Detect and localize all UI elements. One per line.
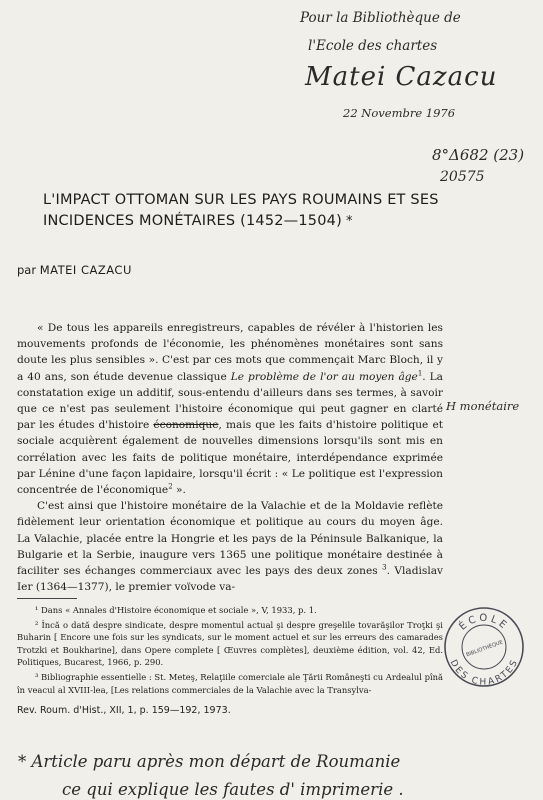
title-asterisk: * [345,214,353,229]
footnote-3: ³ Bibliographie essentielle : St. Meteş, Relaţiile comerciale ale Ţării Româneşti cu Ardealul pînă în veacul al XVIII-lea, [Les relations commerciales de la Valachie avec la Transylva- [17,671,444,695]
shelfmark: 8°Δ682 (23) [432,146,525,164]
p2-text-b: . Vladislav Ier (1364—1377), le premier voïvode va- [17,565,444,594]
svg-text:DES CHARTES [448,658,520,687]
struck-word: économique [153,419,219,432]
dedication-line-2: l'Ecole des chartes [308,38,438,54]
paragraph-1 [17,320,443,498]
stamp-middle-text: BIBLIOTHÈQUE [465,639,504,659]
p1-text-a: « De tous les appareils enregistreurs, capables de révéler à l'historien les mouvements profonds de l'économie, les phénomènes monétaires sont sans doute les plus sensibles ». C'est par ces mots que commençait Marc Bloch, il y a 40 ans, son étude devenue classique [17,322,443,383]
byline-prefix: par [17,263,37,277]
footnote-2: ² Încă o dată despre sindicate, despre momentul actual şi despre greşelile tovarăşilor Troţki şi Buharin [ Encore une fois sur les syndicats, sur le moment actuel et sur les erreurs des camarades Trotzki et Boukharine], dans Opere complete [ Œuvres complètes], deuxième édition, vol. 42, Ed. Politiques, Bucarest, 1966, p. 290. [17,619,443,668]
footnote-1: ¹ Dans « Annales d'Histoire économique et sociale », V, 1933, p. 1. [35,605,317,615]
article-title [43,190,463,232]
journal-reference: Rev. Roum. d'Hist., XII, 1, p. 159—192, 1973. [17,705,231,716]
handwritten-note-line-1: * Article paru après mon départ de Roumanie [18,752,401,771]
p1-text-d: ». [172,484,186,497]
footnote-ref-3: 3 [382,563,387,572]
footnote-divider [17,598,77,599]
inventory-number: 20575 [440,169,485,185]
dedication-line-1: Pour la Bibliothèque de [300,10,461,26]
p1-italic-title: Le problème de l'or au moyen âge [230,370,418,383]
footnote-ref-2: 2 [168,482,173,491]
p1-text-c: , mais que les faits d'histoire politique et sociale acquièrent également de nouvelles dimensions lorsqu'ils sont mis en corrélation avec les faits de politique monétaire, interdépendance exprimée par Lénine d'une façon lapidaire, lorsqu'il écrit : « Le politique est l'expression concentrée de l'économique [17,419,443,497]
author-signature: Matei Cazacu [305,62,498,92]
article-title-text: L'IMPACT OTTOMAN SUR LES PAYS ROUMAINS ET SES INCIDENCES MONÉTAIRES (1452—1504) [43,192,439,229]
stamp-bottom-text: DES CHARTES [447,658,521,688]
author-name: MATEI CAZACU [39,263,132,277]
footnotes [17,604,443,698]
p1-text-b: . La constatation exige un additif, sous-entendu d'ailleurs dans ses termes, à savoir que ce n'est pas seulement l'histoire économique qui peut gagner en clarté par les études d'histoire [17,370,443,432]
p2-text: C'est ainsi que l'histoire monétaire de la Valachie et de la Moldavie reflète fidèlement leur orientation économique et politique au cours du moyen âge. La Valachie, placée entre la Hongrie et les pays de la Péninsule Balkanique, la Bulgarie et la Serbie, inaugure vers 1365 une politique monétaire destinée à faciliter ses échanges commerciaux avec les pays des deux zones [17,500,443,578]
paragraph-2 [17,498,443,595]
dedication-date: 22 Novembre 1976 [343,106,456,120]
footnote-ref-1: 1 [417,369,423,378]
stamp-top-text: ÉCOLE [457,612,511,633]
library-stamp [442,605,526,689]
handwritten-note-line-2: ce qui explique les fautes d' imprimerie . [62,780,404,799]
byline [17,263,132,277]
article-body [17,320,443,595]
svg-text:ÉCOLE [456,613,510,633]
margin-note: H monétaire [446,399,520,413]
